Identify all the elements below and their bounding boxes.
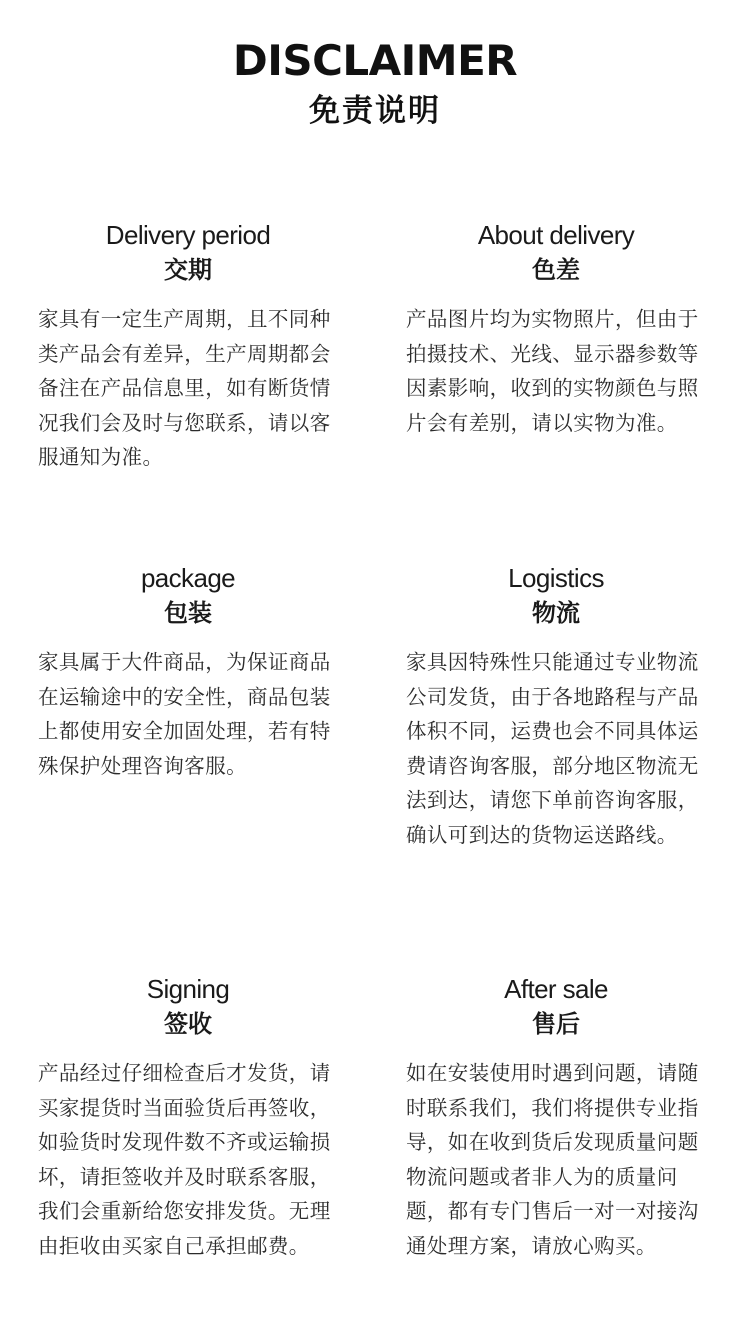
section-logistics <box>406 561 706 852</box>
section-body: 产品图片均为实物照片，但由于拍摄技术、光线、显示器参数等因素影响，收到的实物颜色与照片会有差别，请以实物为准。 <box>406 307 699 435</box>
section-package <box>38 561 338 783</box>
section-delivery-period <box>38 218 338 475</box>
section-body: 如在安装使用时遇到问题，请随时联系我们，我们将提供专业指导，如在收到货后发现质量问题 物流问题或者非人为的质量问题，都有专门售后一对一对接沟通处理方案，请放心购买。 <box>406 1061 699 1258</box>
section-title-en: Delivery period <box>105 220 271 250</box>
section-about-delivery <box>406 218 706 440</box>
page-title: DISCLAIMER <box>232 36 518 85</box>
page-subtitle: 免责说明 <box>309 93 441 129</box>
section-title-en: Signing <box>146 974 230 1004</box>
disclaimer-header <box>0 32 750 132</box>
section-title-zh: 售后 <box>532 1010 580 1038</box>
section-title-zh: 色差 <box>532 256 580 284</box>
section-title-zh: 包装 <box>164 599 212 627</box>
section-body: 家具因特殊性只能通过专业物流公司发货，由于各地路程与产品体积不同，运费也会不同具体运费请咨询客服，部分地区物流无法到达，请您下单前咨询客服，确认可到达的货物运送路线。 <box>406 650 699 847</box>
section-body: 产品经过仔细检查后才发货，请买家提货时当面验货后再签收，如验货时发现件数不齐或运输损坏，请拒签收并及时联系客服，我们会重新给您安排发货。无理由拒收由买家自己承担邮费。 <box>38 1061 331 1258</box>
section-body: 家具属于大件商品，为保证商品在运输途中的安全性，商品包装上都使用安全加固处理，若有特殊保护处理咨询客服。 <box>38 650 331 778</box>
section-body: 家具有一定生产周期，且不同种类产品会有差异，生产周期都会备注在产品信息里，如有断货情况我们会及时与您联系，请以客服通知为准。 <box>38 307 331 469</box>
section-title-en: After sale <box>504 974 608 1004</box>
section-title-en: Logistics <box>508 563 604 593</box>
section-title-zh: 物流 <box>532 599 580 627</box>
section-title-en: package <box>140 563 236 593</box>
section-title-zh: 交期 <box>164 256 212 284</box>
section-title-zh: 签收 <box>164 1010 212 1038</box>
section-title-en: About delivery <box>477 220 635 250</box>
section-signing <box>38 972 338 1263</box>
section-after-sale <box>406 972 706 1263</box>
